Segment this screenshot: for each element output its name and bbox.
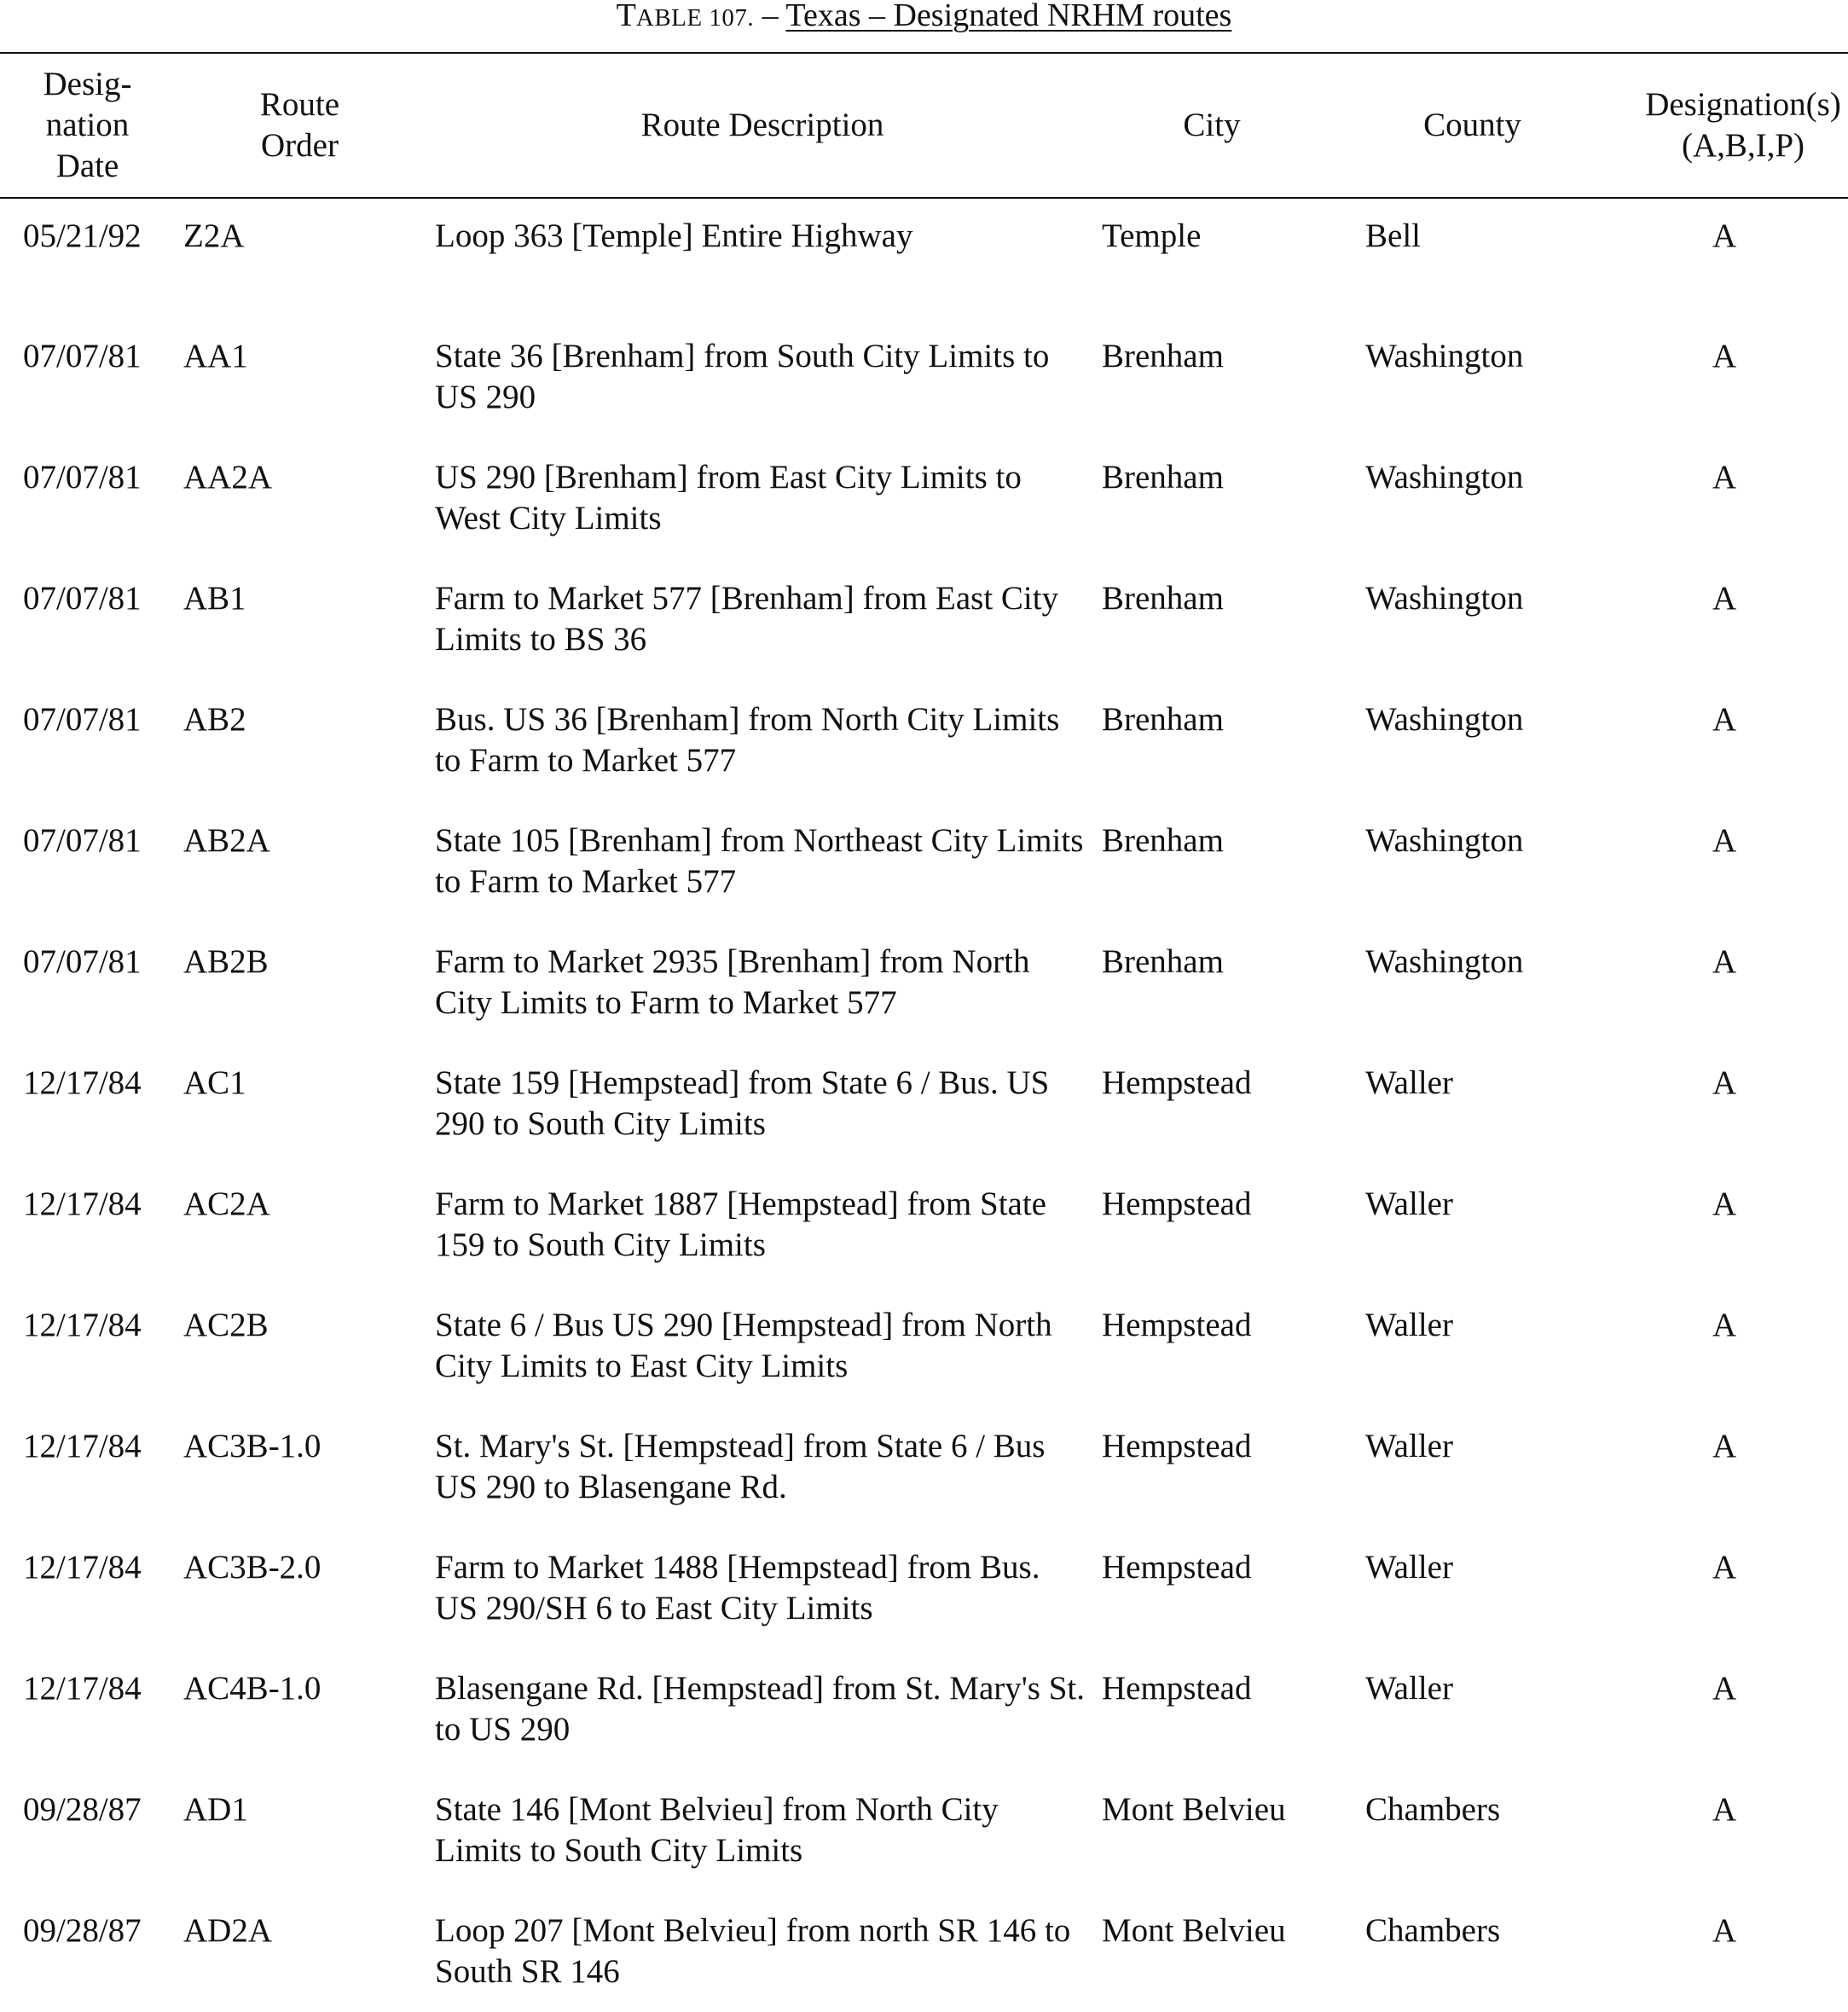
cell-route-description: Loop 363 [Temple] Entire Highway [435, 217, 913, 254]
table-row [0, 197, 1848, 316]
column-header-date: Desig- nation Date [43, 65, 132, 184]
cell-county: Chambers [1365, 1912, 1501, 1949]
cell-designations: A [1712, 1186, 1737, 1222]
cell-county: Chambers [1365, 1791, 1501, 1828]
cell-county: Waller [1365, 1670, 1453, 1707]
cell-designations: A [1712, 1791, 1737, 1828]
cell-designation-date: 07/07/81 [23, 459, 142, 496]
cell-designation-date: 07/07/81 [23, 338, 142, 374]
cell-county: Washington [1365, 822, 1524, 859]
cell-county: Washington [1365, 701, 1524, 738]
cell-city: Brenham [1102, 822, 1224, 859]
cell-route-order: AA2A [183, 459, 272, 496]
cell-county: Washington [1365, 580, 1524, 617]
cell-designation-date: 12/17/84 [23, 1549, 142, 1586]
cell-designations: A [1712, 338, 1737, 374]
cell-city: Hempstead [1102, 1307, 1252, 1343]
column-header-route-order: Route Order [259, 85, 340, 164]
cell-county: Washington [1365, 338, 1524, 374]
table-row [0, 1528, 1848, 1649]
cell-route-description: St. Mary's St. [Hempstead] from State 6 / Bus US 290 to Blasengane Rd. [435, 1428, 1046, 1505]
cell-designation-date: 12/17/84 [23, 1670, 142, 1707]
cell-route-order: AC2A [183, 1186, 270, 1222]
cell-county: Waller [1365, 1428, 1453, 1464]
cell-designation-date: 12/17/84 [23, 1064, 142, 1101]
column-header-route-description: Route Description [640, 106, 884, 143]
cell-county: Washington [1365, 459, 1524, 496]
cell-city: Mont Belvieu [1102, 1912, 1286, 1949]
cell-designation-date: 07/07/81 [23, 822, 142, 859]
cell-route-description: State 6 / Bus US 290 [Hempstead] from North City Limits to East City Limits [435, 1307, 1052, 1384]
cell-county: Bell [1365, 217, 1421, 254]
cell-city: Hempstead [1102, 1670, 1252, 1707]
cell-route-description: State 159 [Hempstead] from State 6 / Bus. US 290 to South City Limits [435, 1064, 1050, 1142]
cell-route-order: AB1 [183, 580, 246, 617]
cell-county: Waller [1365, 1307, 1453, 1343]
cell-designation-date: 12/17/84 [23, 1186, 142, 1222]
table-row [0, 1285, 1848, 1406]
cell-county: Waller [1365, 1186, 1453, 1222]
cell-city: Brenham [1102, 701, 1224, 738]
cell-designations: A [1712, 580, 1737, 617]
table-row [0, 316, 1848, 438]
cell-county: Waller [1365, 1064, 1453, 1101]
cell-route-description: Farm to Market 1488 [Hempstead] from Bus. US 290/SH 6 to East City Limits [435, 1549, 1040, 1626]
cell-designations: A [1712, 1912, 1737, 1949]
caption-title: Texas – Designated NRHM routes [785, 0, 1232, 33]
cell-designation-date: 12/17/84 [23, 1307, 142, 1343]
cell-designations: A [1712, 943, 1737, 980]
cell-route-description: State 36 [Brenham] from South City Limits to US 290 [435, 338, 1050, 415]
table-row [0, 1406, 1848, 1528]
table-row [0, 1891, 1848, 2012]
cell-city: Brenham [1102, 580, 1224, 617]
cell-route-description: US 290 [Brenham] from East City Limits to West City Limits [435, 459, 1022, 536]
cell-designations: A [1712, 1549, 1737, 1586]
cell-route-description: Loop 207 [Mont Belvieu] from north SR 146 to South SR 146 [435, 1912, 1071, 1990]
table-row [0, 680, 1848, 801]
table-row [0, 922, 1848, 1043]
cell-designations: A [1712, 822, 1737, 859]
cell-route-description: Farm to Market 577 [Brenham] from East City Limits to BS 36 [435, 580, 1059, 658]
cell-designations: A [1712, 217, 1737, 254]
cell-city: Hempstead [1102, 1064, 1252, 1101]
cell-designations: A [1712, 701, 1737, 738]
cell-city: Brenham [1102, 459, 1224, 496]
table-row [0, 1770, 1848, 1891]
cell-designation-date: 09/28/87 [23, 1912, 142, 1949]
cell-designations: A [1712, 1064, 1737, 1101]
cell-route-description: Blasengane Rd. [Hempstead] from St. Mary's St. to US 290 [435, 1670, 1085, 1748]
cell-route-order: AC2B [183, 1307, 269, 1343]
cell-designation-date: 07/07/81 [23, 943, 142, 980]
cell-city: Hempstead [1102, 1186, 1252, 1222]
cell-designations: A [1712, 459, 1737, 496]
cell-route-description: Farm to Market 1887 [Hempstead] from State 159 to South City Limits [435, 1186, 1046, 1263]
caption-table-number: ABLE 107. [635, 4, 755, 32]
cell-designation-date: 09/28/87 [23, 1791, 142, 1828]
cell-route-order: AB2 [183, 701, 246, 738]
cell-route-order: AC4B-1.0 [183, 1670, 322, 1707]
cell-city: Temple [1102, 217, 1202, 254]
cell-route-order: AD1 [183, 1791, 248, 1828]
cell-designations: A [1712, 1307, 1737, 1343]
column-header-county: County [1423, 106, 1521, 143]
table-header-row [0, 53, 1848, 197]
cell-designations: A [1712, 1670, 1737, 1707]
cell-route-order: Z2A [183, 217, 245, 254]
cell-route-order: AB2B [183, 943, 269, 980]
table-row [0, 438, 1848, 559]
cell-route-order: AB2A [183, 822, 270, 859]
cell-designation-date: 07/07/81 [23, 580, 142, 617]
nrhm-routes-table [0, 53, 1848, 2012]
cell-route-order: AC3B-1.0 [183, 1428, 322, 1464]
cell-county: Washington [1365, 943, 1524, 980]
cell-route-description: State 146 [Mont Belvieu] from North City Limits to South City Limits [435, 1791, 999, 1869]
column-header-designations: Designation(s) (A,B,I,P) [1645, 85, 1841, 164]
caption-table-number-initial: T [616, 0, 636, 33]
table-row [0, 1649, 1848, 1770]
cell-city: Brenham [1102, 338, 1224, 374]
caption-separator: – [754, 0, 786, 33]
cell-route-order: AC1 [183, 1064, 246, 1101]
cell-county: Waller [1365, 1549, 1453, 1586]
cell-designation-date: 05/21/92 [23, 217, 142, 254]
cell-route-order: AC3B-2.0 [183, 1549, 322, 1586]
cell-designations: A [1712, 1428, 1737, 1464]
cell-designation-date: 07/07/81 [23, 701, 142, 738]
cell-route-order: AA1 [183, 338, 248, 374]
table-row [0, 559, 1848, 680]
cell-route-description: State 105 [Brenham] from Northeast City Limits to Farm to Market 577 [435, 822, 1084, 900]
cell-route-description: Bus. US 36 [Brenham] from North City Limits to Farm to Market 577 [435, 701, 1060, 779]
cell-designation-date: 12/17/84 [23, 1428, 142, 1464]
cell-city: Hempstead [1102, 1428, 1252, 1464]
table-caption [0, 0, 1848, 34]
cell-route-order: AD2A [183, 1912, 272, 1949]
table-row [0, 801, 1848, 922]
cell-city: Brenham [1102, 943, 1224, 980]
cell-route-description: Farm to Market 2935 [Brenham] from North City Limits to Farm to Market 577 [435, 943, 1030, 1021]
cell-city: Hempstead [1102, 1549, 1252, 1586]
cell-city: Mont Belvieu [1102, 1791, 1286, 1828]
table-row [0, 1043, 1848, 1164]
column-header-city: City [1183, 106, 1241, 143]
table-row [0, 1164, 1848, 1285]
table-body [0, 197, 1848, 2012]
